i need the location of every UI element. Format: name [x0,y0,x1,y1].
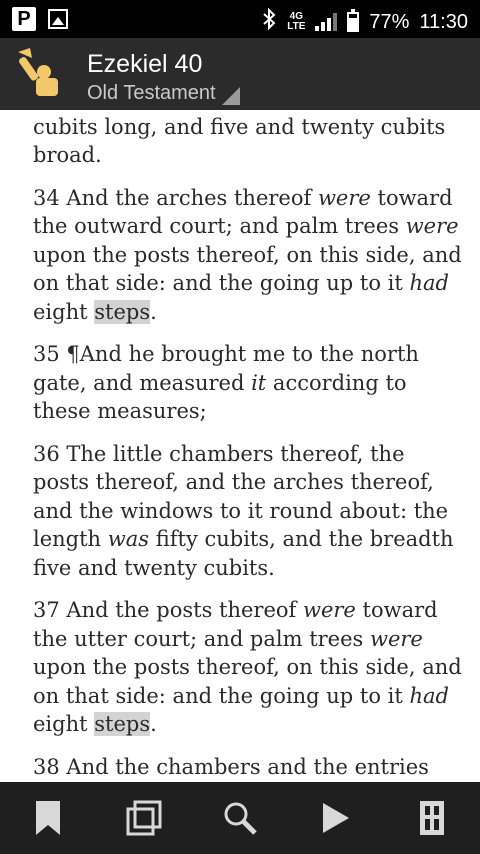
verse-text: upon the posts thereof, on this side, and on that side: and the going up to it [33,242,462,295]
highlighted-word: steps [94,299,151,324]
verse-text: according to these measures; [33,370,407,423]
play-icon [322,802,350,834]
app-logo-icon[interactable] [16,48,66,98]
books-button[interactable] [402,788,462,848]
verse-text: 36 The little chambers thereof, the posts thereof, and the arches thereof, and the windows to it round about: the length [33,441,449,551]
clock: 11:30 [419,10,468,33]
verse-text: cubits long, and five and twenty cubits broad. [33,114,446,167]
bookmark-icon [35,800,61,836]
verse-text: toward the outward court; and palm trees [33,185,453,238]
verse-text: . [150,712,157,736]
italic-text: were [369,626,423,651]
copy-icon [126,800,162,836]
search-button[interactable] [210,788,270,848]
verse-text: 34 And the arches thereof [33,185,318,210]
verse-text: 35 ¶And he brought me to the north gate, and measured [33,342,419,395]
network-type-icon: 4G LTE [287,11,306,32]
verse-paragraph[interactable] [33,340,463,426]
dropdown-arrow-icon [222,87,240,105]
app-bar [0,38,480,110]
highlighted-word: steps [94,712,151,736]
notification-badge-icon: P [12,7,36,31]
italic-text: were [302,598,356,622]
scripture-content[interactable] [0,110,480,782]
verse-text: toward the utter court; and palm trees [33,598,438,651]
verse-paragraph[interactable] [33,184,463,327]
page-title: Ezekiel 40 [87,50,203,78]
verse-paragraph[interactable] [33,110,463,170]
battery-icon [347,12,359,32]
verse-text: fifty cubits, and the breadth five and twenty cubits. [33,527,454,580]
italic-text: was [107,527,150,551]
italic-text: were [405,214,459,238]
search-icon [223,801,257,835]
verse-text: 38 And the chambers and the entries [33,754,429,779]
italic-text: were [317,185,371,210]
play-button[interactable] [306,788,366,848]
italic-text: it [251,370,267,395]
testament-dropdown[interactable] [87,82,240,105]
verse-paragraph[interactable] [33,596,463,739]
italic-text: had [409,683,449,708]
bookmark-button[interactable] [18,788,78,848]
verse-text: eight [33,299,95,324]
testament-label: Old Testament [87,82,216,104]
verse-list [33,110,463,782]
verse-paragraph[interactable] [33,753,463,782]
verse-text: upon the posts thereof, on this side, and on that side: and the going up to it [33,655,462,708]
verse-paragraph[interactable] [33,440,463,583]
bottom-toolbar [0,782,480,854]
verse-text: . [150,299,157,324]
image-notification-icon [48,9,68,29]
signal-strength-icon [315,13,337,31]
battery-percent: 77% [369,10,410,33]
copy-button[interactable] [114,788,174,848]
verse-text: eight [33,712,95,736]
verse-text: 37 And the posts thereof [33,598,303,622]
bluetooth-icon [261,8,277,36]
status-bar [0,0,480,38]
books-icon [419,800,445,836]
italic-text: had [409,271,449,295]
